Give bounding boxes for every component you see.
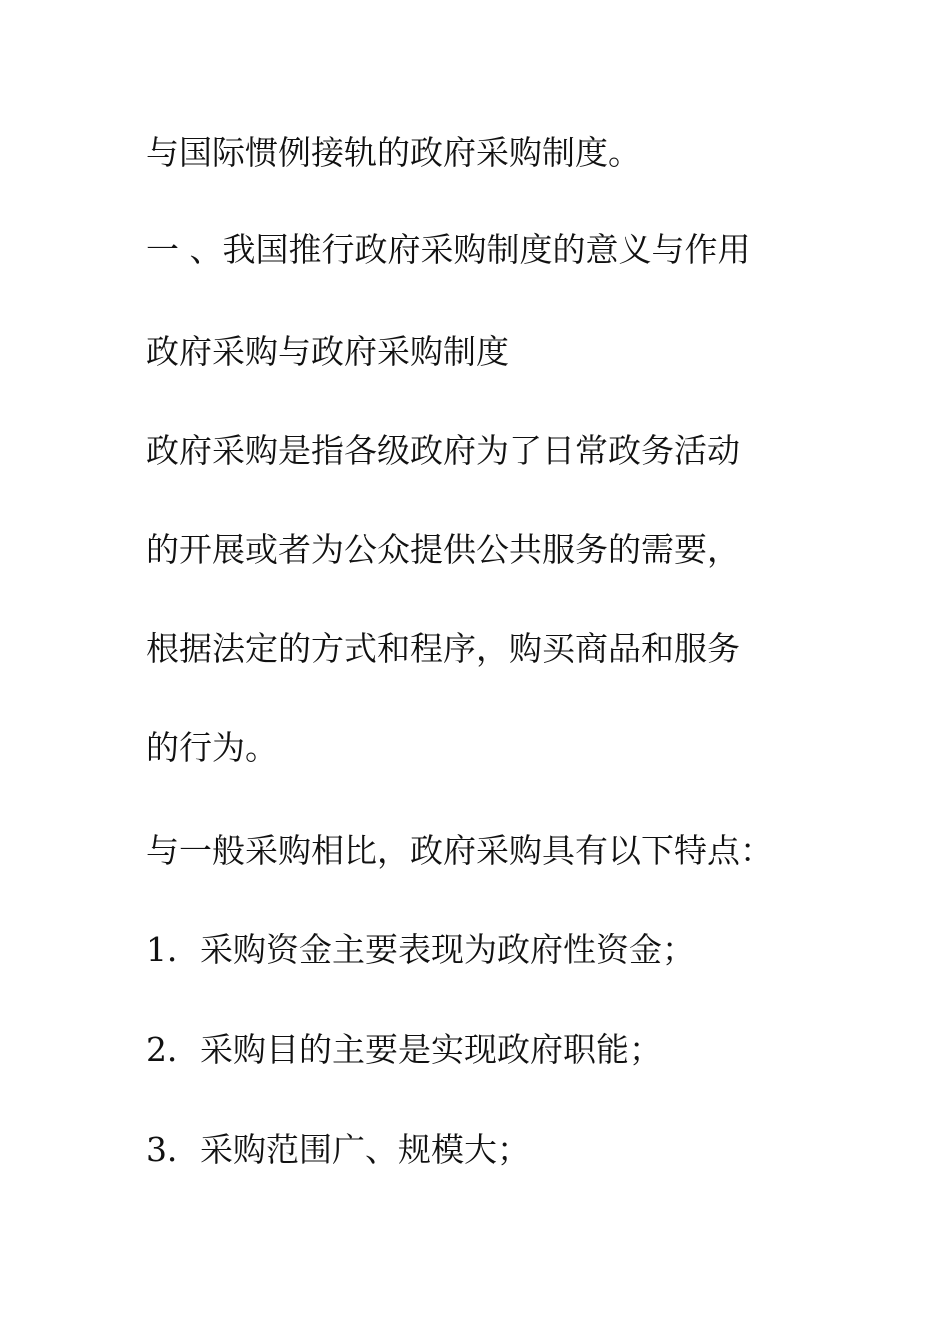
- list-item: 1．采购资金主要表现为政府性资金；: [146, 930, 695, 969]
- paragraph-line: 的行为。: [146, 728, 278, 767]
- list-item: 3．采购范围广、规模大；: [146, 1130, 530, 1169]
- paragraph-line: 根据法定的方式和程序，购买商品和服务: [146, 629, 740, 668]
- paragraph-line: 政府采购是指各级政府为了日常政务活动: [146, 431, 740, 470]
- list-item: 2．采购目的主要是实现政府职能；: [146, 1030, 662, 1069]
- paragraph-line: 与一般采购相比，政府采购具有以下特点：: [146, 831, 773, 870]
- section-heading: 一 、我国推行政府采购制度的意义与作用: [146, 230, 751, 269]
- paragraph-line: 的开展或者为公众提供公共服务的需要，: [146, 530, 740, 569]
- subsection-heading: 政府采购与政府采购制度: [146, 332, 509, 371]
- text-line-intro: 与国际惯例接轨的政府采购制度。: [146, 133, 641, 172]
